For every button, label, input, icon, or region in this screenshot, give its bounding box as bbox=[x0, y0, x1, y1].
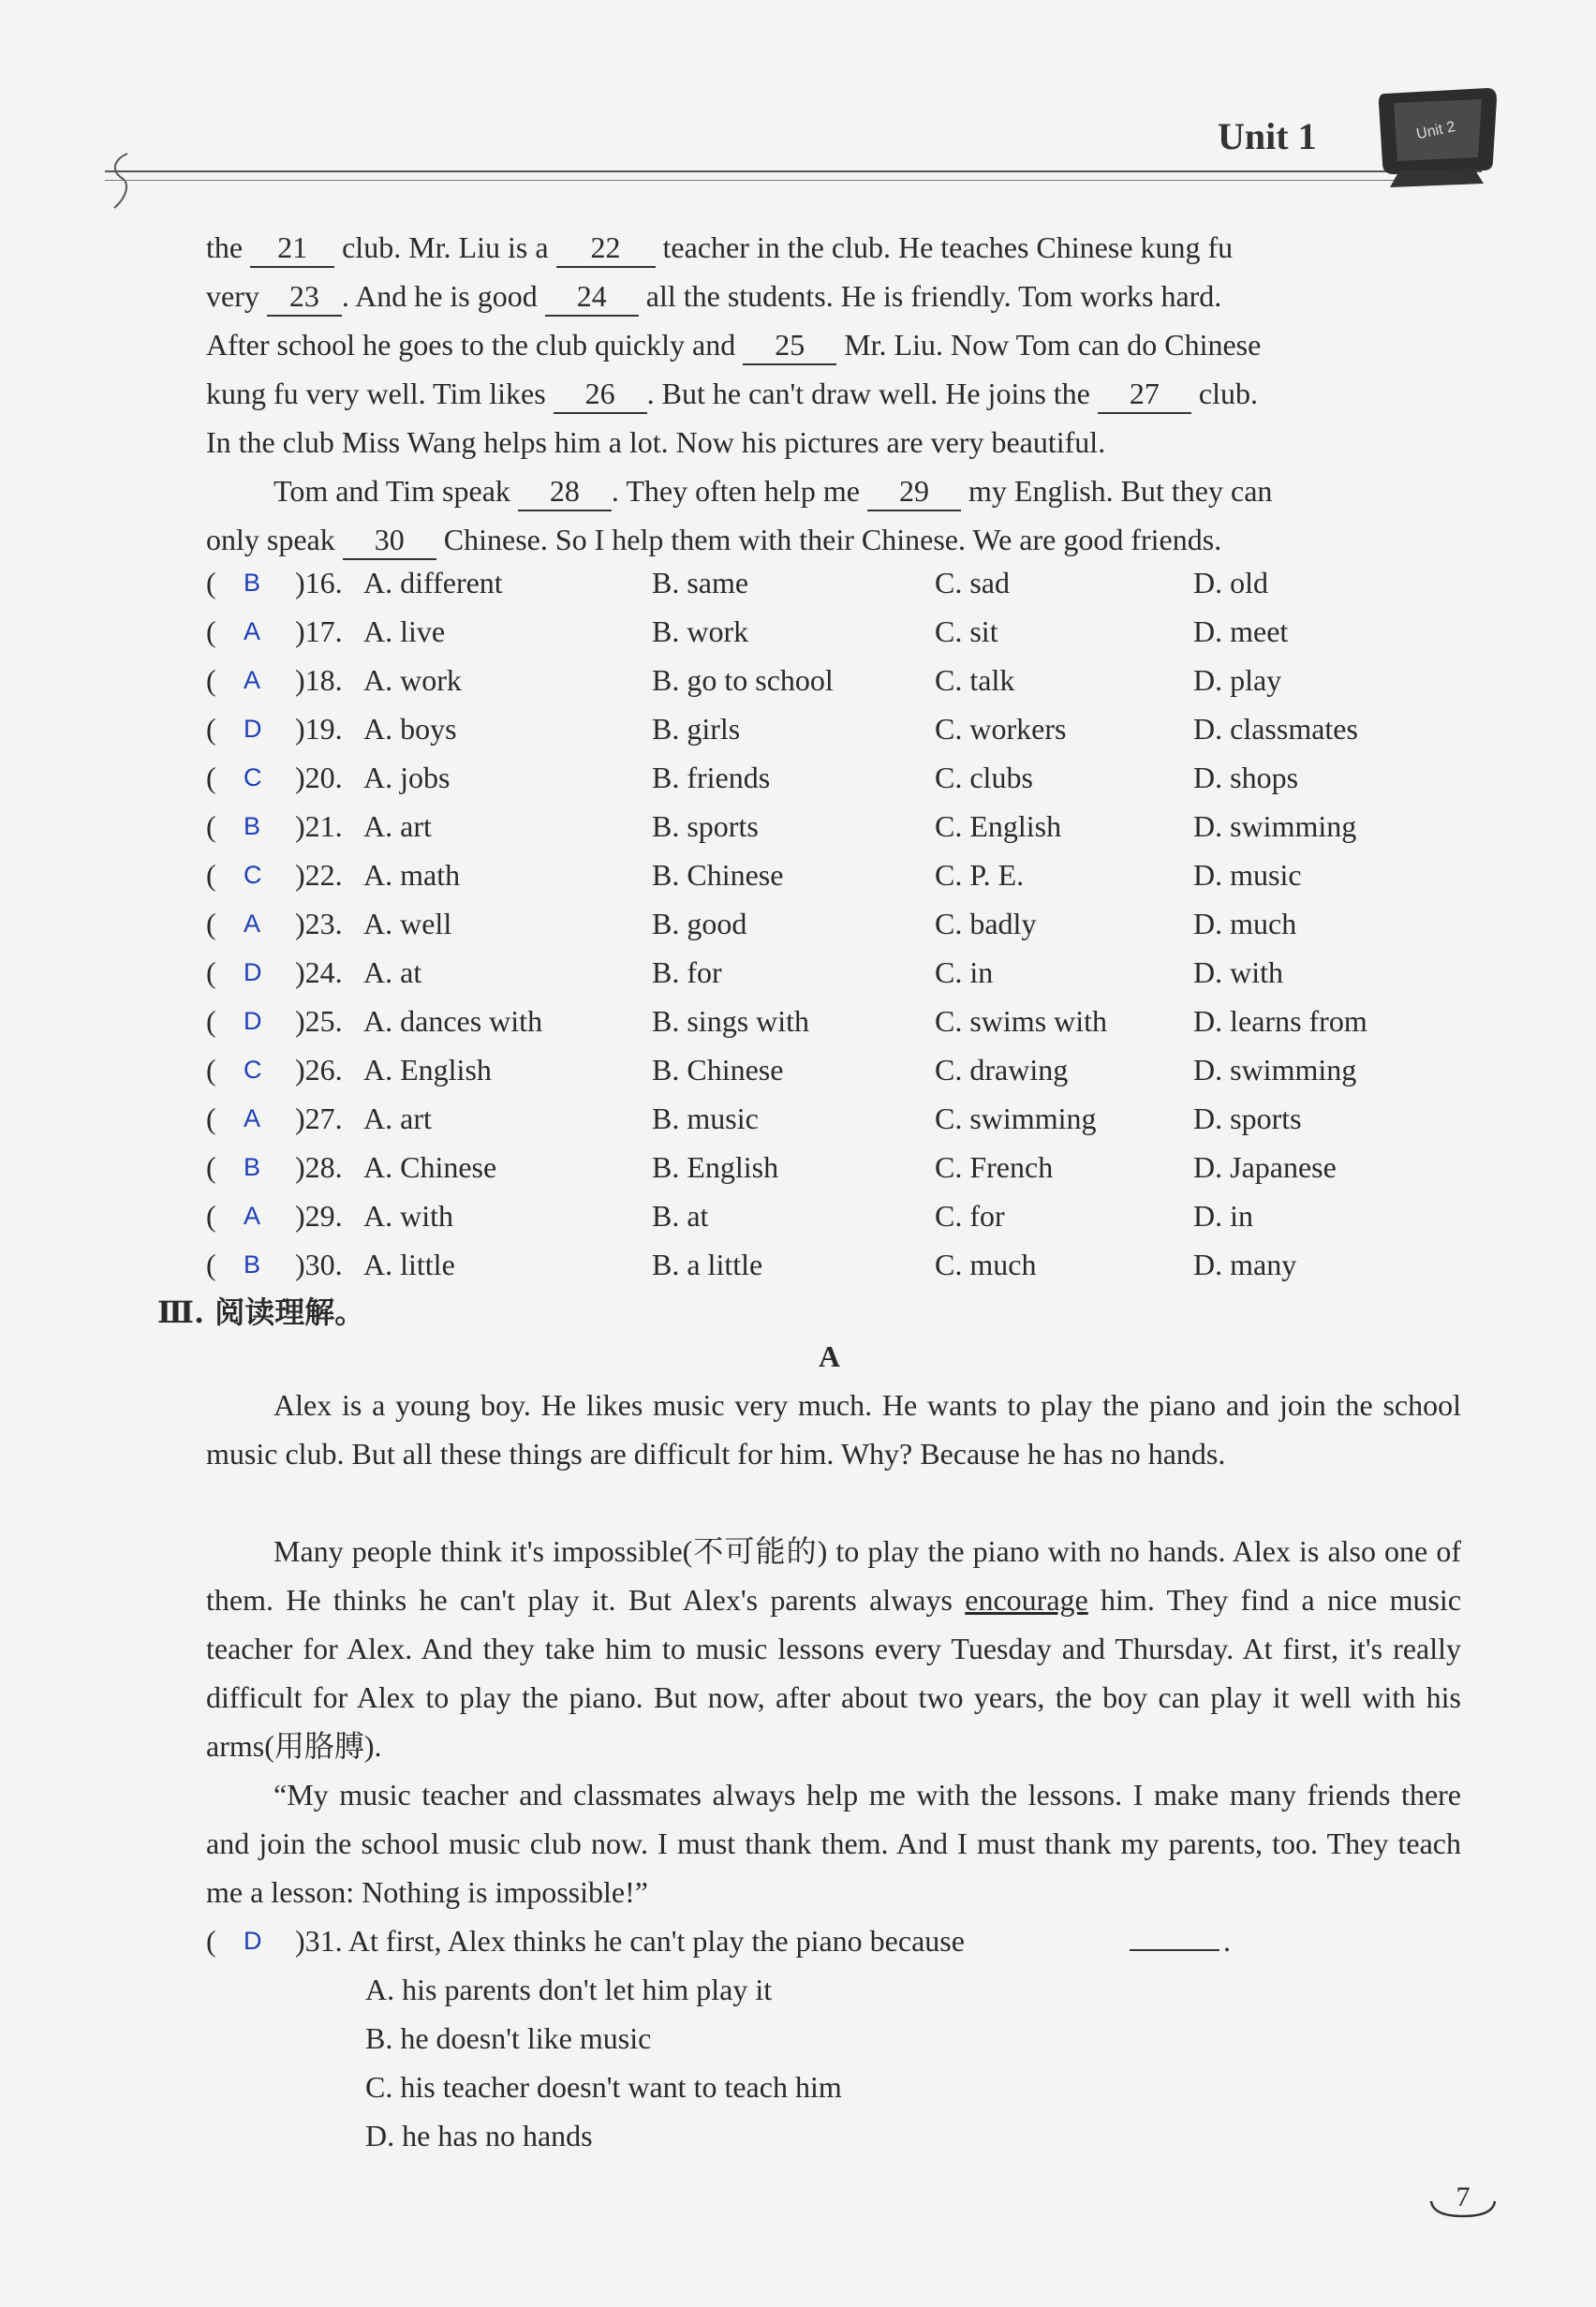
blank-21: 21 bbox=[250, 229, 334, 268]
paren-open: ( bbox=[206, 809, 216, 843]
option-a: A. his parents don't let him play it bbox=[365, 1973, 773, 2006]
answer-mark: A bbox=[244, 909, 261, 938]
option-d: D. old bbox=[1193, 566, 1268, 599]
text-run: all the students. He is friendly. Tom works hard. bbox=[645, 279, 1222, 313]
question-number: )23. bbox=[295, 907, 343, 940]
blank-28: 28 bbox=[518, 472, 612, 511]
mc-question-25 bbox=[206, 997, 1461, 1045]
paren-open: ( bbox=[206, 614, 216, 648]
text-run: only speak bbox=[206, 523, 335, 556]
option-b: B. friends bbox=[652, 761, 771, 794]
text-run: very bbox=[206, 279, 259, 313]
option-b: B. Chinese bbox=[652, 1053, 784, 1087]
option-c: C. much bbox=[935, 1248, 1037, 1281]
header-curl-ornament bbox=[101, 150, 148, 215]
option-a: A. math bbox=[363, 858, 461, 892]
question-number: )30. bbox=[295, 1248, 343, 1281]
option-c: C. workers bbox=[935, 712, 1067, 746]
passage-paragraph-3: “My music teacher and classmates always help me with the lessons. I make many friends there and join the school music club now. I must thank them. And I must thank my parents, too. They teach me a lesson: Nothing is impossible!” bbox=[206, 1778, 1461, 1909]
text-run: . They often help me bbox=[611, 474, 860, 508]
option-a: A. English bbox=[363, 1053, 492, 1087]
option-b: B. go to school bbox=[652, 663, 834, 697]
header-rule bbox=[105, 170, 1482, 172]
option-c: C. badly bbox=[935, 907, 1037, 940]
option-a: A. Chinese bbox=[363, 1150, 497, 1184]
blank-22: 22 bbox=[556, 229, 656, 268]
tv-icon-label: Unit 2 bbox=[1414, 118, 1457, 143]
paren-open: ( bbox=[206, 566, 216, 599]
option-a: A. art bbox=[363, 809, 432, 843]
option-a: A. boys bbox=[363, 712, 457, 746]
paren-open: ( bbox=[206, 1199, 216, 1233]
option-b: B. for bbox=[652, 955, 722, 989]
unit-title: Unit 1 bbox=[1218, 115, 1317, 157]
answer-mark: D bbox=[244, 1927, 262, 1955]
tv-icon bbox=[1371, 81, 1502, 191]
option-a: A. art bbox=[363, 1102, 432, 1135]
option-b: B. a little bbox=[652, 1248, 763, 1281]
question-number: )26. bbox=[295, 1053, 343, 1087]
underlined-word: encourage bbox=[965, 1583, 1088, 1617]
answer-mark: D bbox=[244, 1007, 262, 1035]
mc-question-22 bbox=[206, 850, 1461, 899]
option-d: D. with bbox=[1193, 955, 1283, 989]
blank-23: 23 bbox=[267, 277, 342, 317]
text-run: kung fu very well. Tim likes bbox=[206, 377, 546, 410]
question-stem: )31. At first, Alex thinks he can't play the piano because bbox=[295, 1924, 965, 1958]
question-number: )28. bbox=[295, 1150, 343, 1184]
mc-question-28 bbox=[206, 1143, 1461, 1191]
option-d: D. classmates bbox=[1193, 712, 1358, 746]
paren-open: ( bbox=[206, 1248, 216, 1281]
paren-open: ( bbox=[206, 1004, 216, 1038]
mc-question-18 bbox=[206, 656, 1461, 704]
text-run: club. bbox=[1198, 377, 1258, 410]
option-c: C. for bbox=[935, 1199, 1005, 1233]
answer-mark: D bbox=[244, 715, 262, 743]
mc-question-29 bbox=[206, 1191, 1461, 1240]
option-d: D. much bbox=[1193, 907, 1297, 940]
option-b: B. at bbox=[652, 1199, 709, 1233]
option-a: A. different bbox=[363, 566, 503, 599]
mc-question-26 bbox=[206, 1045, 1461, 1094]
blank-27: 27 bbox=[1098, 375, 1191, 414]
mc-question-16 bbox=[206, 558, 1461, 607]
answer-mark: C bbox=[244, 1056, 262, 1084]
page-number-text: 7 bbox=[1456, 2181, 1470, 2212]
answer-mark: A bbox=[244, 1104, 261, 1132]
text-run: Chinese. So I help them with their Chinese. We are good friends. bbox=[443, 523, 1222, 556]
option-b: B. music bbox=[652, 1102, 759, 1135]
option-b: B. sports bbox=[652, 809, 759, 843]
option-c: C. his teacher doesn't want to teach him bbox=[365, 2070, 842, 2104]
mc-question-30 bbox=[206, 1240, 1461, 1289]
option-a: A. at bbox=[363, 955, 422, 989]
mc-question-17 bbox=[206, 607, 1461, 656]
text-run: Mr. Liu. Now Tom can do Chinese bbox=[844, 328, 1262, 362]
option-d: D. swimming bbox=[1193, 1053, 1357, 1087]
text-run: Many people think it's impossible(不可能的) to play the piano with no hands. Alex is also one of them. He thinks he can't play it. But Alex's parents always bbox=[206, 1534, 1461, 1617]
option-c: C. drawing bbox=[935, 1053, 1069, 1087]
answer-mark: B bbox=[244, 569, 261, 597]
option-c: C. P. E. bbox=[935, 858, 1025, 892]
option-d: D. swimming bbox=[1193, 809, 1357, 843]
question-number: )20. bbox=[295, 761, 343, 794]
question-number: )24. bbox=[295, 955, 343, 989]
option-a: A. work bbox=[363, 663, 462, 697]
answer-blank bbox=[1130, 1916, 1219, 1965]
section-heading: Ⅲ. 阅读理解。 bbox=[157, 1294, 365, 1330]
paren-open: ( bbox=[206, 1053, 216, 1087]
paren-open: ( bbox=[206, 1102, 216, 1135]
question-number: )19. bbox=[295, 712, 343, 746]
option-c: C. talk bbox=[935, 663, 1015, 697]
mc-question-21 bbox=[206, 802, 1461, 850]
reading-question-31 bbox=[206, 1916, 1461, 1965]
text-run: him. They find a nice music teacher for Alex. And they take him to music lessons every Tuesday and Thursday. At first, it's really difficult for Alex to play the piano. But now, after about two years, the boy can play it well with his arms(用胳膊). bbox=[206, 1583, 1462, 1763]
paren-open: ( bbox=[206, 761, 216, 794]
option-b: B. work bbox=[652, 614, 749, 648]
text-run: the bbox=[206, 230, 244, 264]
mc-question-20 bbox=[206, 753, 1461, 802]
passage-label: A bbox=[819, 1339, 841, 1373]
option-a: A. well bbox=[363, 907, 452, 940]
option-a: A. with bbox=[363, 1199, 453, 1233]
text-run: club. Mr. Liu is a bbox=[342, 230, 549, 264]
option-c: C. clubs bbox=[935, 761, 1033, 794]
answer-mark: B bbox=[244, 812, 261, 840]
option-a: A. jobs bbox=[363, 761, 451, 794]
passage-paragraph-1: Alex is a young boy. He likes music very much. He wants to play the piano and join the school music club. But all these things are difficult for him. Why? Because he has no hands. bbox=[206, 1388, 1461, 1471]
stem-end: . bbox=[1223, 1924, 1231, 1958]
answer-mark: C bbox=[244, 763, 262, 791]
option-c: C. sad bbox=[935, 566, 1010, 599]
question-number: )25. bbox=[295, 1004, 343, 1038]
question-number: )21. bbox=[295, 809, 343, 843]
option-b: B. good bbox=[652, 907, 747, 940]
blank-30: 30 bbox=[343, 521, 436, 560]
paren-open: ( bbox=[206, 955, 216, 989]
answer-mark: A bbox=[244, 1202, 261, 1230]
option-d: D. meet bbox=[1193, 614, 1289, 648]
page-number bbox=[1427, 2179, 1499, 2226]
paren-open: ( bbox=[206, 907, 216, 940]
paren-open: ( bbox=[206, 1924, 216, 1958]
option-d: D. music bbox=[1193, 858, 1302, 892]
text-run: After school he goes to the club quickly and bbox=[206, 328, 736, 362]
blank-29: 29 bbox=[867, 472, 961, 511]
mc-question-23 bbox=[206, 899, 1461, 948]
option-d: D. shops bbox=[1193, 761, 1299, 794]
option-d: D. sports bbox=[1193, 1102, 1302, 1135]
option-b: B. sings with bbox=[652, 1004, 810, 1038]
option-c: C. English bbox=[935, 809, 1062, 843]
passage-paragraph-2 bbox=[206, 1527, 1461, 1770]
option-b: B. same bbox=[652, 566, 749, 599]
option-d: D. many bbox=[1193, 1248, 1297, 1281]
option-d: D. in bbox=[1193, 1199, 1253, 1233]
blank-26: 26 bbox=[554, 375, 647, 414]
question-number: )27. bbox=[295, 1102, 343, 1135]
option-c: C. in bbox=[935, 955, 994, 989]
answer-mark: B bbox=[244, 1153, 261, 1181]
answer-mark: C bbox=[244, 861, 262, 889]
text-run: In the club Miss Wang helps him a lot. Now his pictures are very beautiful. bbox=[206, 425, 1106, 459]
question-number: )18. bbox=[295, 663, 343, 697]
text-run: teacher in the club. He teaches Chinese kung fu bbox=[662, 230, 1234, 264]
blank-25: 25 bbox=[743, 326, 836, 365]
header-rule-thin bbox=[105, 180, 1482, 181]
text-run: Tom and Tim speak bbox=[273, 474, 510, 508]
paren-open: ( bbox=[206, 712, 216, 746]
option-a: A. dances with bbox=[363, 1004, 543, 1038]
answer-mark: B bbox=[244, 1250, 261, 1279]
paren-open: ( bbox=[206, 858, 216, 892]
mc-question-19 bbox=[206, 704, 1461, 753]
mc-question-24 bbox=[206, 948, 1461, 997]
option-b: B. he doesn't like music bbox=[365, 2021, 652, 2055]
answer-mark: D bbox=[244, 958, 262, 986]
question-number: )29. bbox=[295, 1199, 343, 1233]
paren-open: ( bbox=[206, 663, 216, 697]
text-run: . But he can't draw well. He joins the bbox=[646, 377, 1090, 410]
blank-24: 24 bbox=[545, 277, 639, 317]
option-d: D. he has no hands bbox=[365, 2119, 593, 2152]
option-c: C. swims with bbox=[935, 1004, 1108, 1038]
option-c: C. sit bbox=[935, 614, 998, 648]
option-c: C. French bbox=[935, 1150, 1054, 1184]
mc-question-27 bbox=[206, 1094, 1461, 1143]
question-number: )22. bbox=[295, 858, 343, 892]
answer-mark: A bbox=[244, 666, 261, 694]
question-number: )16. bbox=[295, 566, 343, 599]
option-a: A. live bbox=[363, 614, 446, 648]
option-b: B. Chinese bbox=[652, 858, 784, 892]
text-run: . And he is good bbox=[341, 279, 538, 313]
question-number: )17. bbox=[295, 614, 343, 648]
option-d: D. play bbox=[1193, 663, 1282, 697]
option-d: D. learns from bbox=[1193, 1004, 1367, 1038]
option-a: A. little bbox=[363, 1248, 455, 1281]
option-d: D. Japanese bbox=[1193, 1150, 1337, 1184]
option-b: B. girls bbox=[652, 712, 741, 746]
cloze-paragraph-2 bbox=[206, 466, 1461, 564]
option-b: B. English bbox=[652, 1150, 779, 1184]
option-c: C. swimming bbox=[935, 1102, 1097, 1135]
paren-open: ( bbox=[206, 1150, 216, 1184]
cloze-paragraph-1 bbox=[206, 223, 1461, 466]
answer-mark: A bbox=[244, 617, 261, 645]
text-run: my English. But they can bbox=[968, 474, 1273, 508]
